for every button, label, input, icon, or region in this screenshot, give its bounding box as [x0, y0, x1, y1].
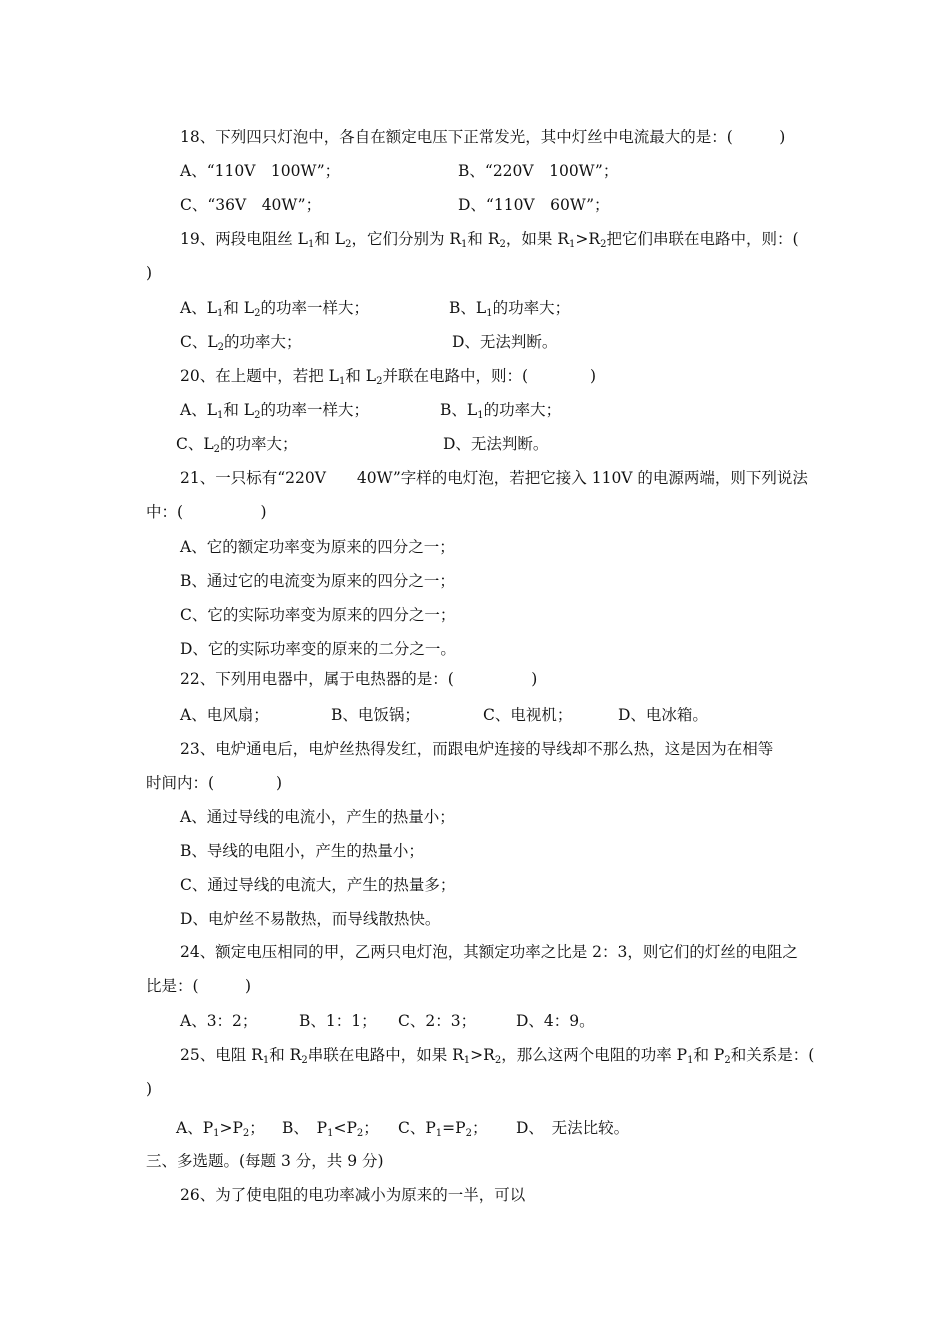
q21-option-b: B、通过它的电流变为原来的四分之一；: [180, 572, 455, 590]
q21-stem-continuation: 中：( ): [146, 503, 267, 521]
q25-option-a: A、$P_1>P_2$；: [176, 1119, 265, 1139]
q18-option-d: D、“110V 60W”；: [458, 196, 610, 214]
q25-option-d: D、 无法比较。: [516, 1119, 630, 1137]
q24-option-a: A、3：2；: [180, 1012, 258, 1030]
q23-option-a: A、通过导线的电流小，产生的热量小；: [180, 808, 455, 826]
q24-option-d: D、4：9。: [516, 1012, 595, 1030]
q20-option-b: B、$L_1$的功率大；: [440, 401, 562, 421]
q22-option-c: C、电视机；: [483, 706, 573, 724]
q22-stem: 22、下列用电器中，属于电热器的是：( ): [180, 670, 538, 688]
q26-stem: 26、为了使电阻的电功率减小为原来的一半，可以: [180, 1186, 526, 1204]
q23-stem: 23、电炉通电后，电炉丝热得发红，而跟电炉连接的导线却不那么热，这是因为在相等: [180, 740, 774, 758]
q24-option-c: C、2：3；: [398, 1012, 477, 1030]
q23-option-b: B、导线的电阻小，产生的热量小；: [180, 842, 424, 860]
q20-stem: 20、在上题中，若把 $L_1$和 $L_2$并联在电路中，则：( ): [180, 367, 597, 387]
q25-stem: 25、电阻 $R_1$和 $R_2$串联在电路中，如果 $R_1>R_2$，那么这两个电阻的功率 $P_1$和 $P_2$和关系是：(: [180, 1046, 815, 1066]
q19-stem-continuation: ): [146, 264, 153, 282]
q22-option-a: A、电风扇；: [180, 706, 269, 724]
section-heading-multiple-choice: 三、多选题。(每题 3 分，共 9 分): [146, 1152, 384, 1170]
q24-stem-continuation: 比是：( ): [146, 977, 252, 995]
q25-option-b: B、 $P_1<P_2$；: [282, 1119, 379, 1139]
q19-option-b: B、$L_1$的功率大；: [449, 299, 571, 319]
q23-option-c: C、通过导线的电流大，产生的热量多；: [180, 876, 456, 894]
q24-stem: 24、额定电压相同的甲，乙两只电灯泡，其额定功率之比是 2：3，则它们的灯丝的电阻之: [180, 943, 798, 961]
q18-option-c: C、“36V 40W”；: [180, 196, 322, 214]
q21-option-d: D、它的实际功率变的原来的二分之一。: [180, 640, 456, 658]
q22-option-d: D、电冰箱。: [618, 706, 708, 724]
q23-option-d: D、电炉丝不易散热，而导线散热快。: [180, 910, 441, 928]
q19-option-d: D、无法判断。: [452, 333, 558, 351]
q19-stem: 19、两段电阻丝 $L_1$和 $L_2$，它们分别为 $R_1$和 $R_2$，如果 $R_1>R_2$把它们串联在电路中，则：(: [180, 230, 799, 250]
q21-stem: 21、一只标有“220V 40W”字样的电灯泡，若把它接入 110V 的电源两端，则下列说法: [180, 469, 808, 487]
q25-option-c: C、$P_1=P_2$；: [398, 1119, 488, 1139]
q20-option-d: D、无法判断。: [443, 435, 549, 453]
q18-option-b: B、“220V 100W”；: [458, 162, 619, 180]
q20-option-c: C、$L_2$的功率大；: [176, 435, 298, 455]
q21-option-a: A、它的额定功率变为原来的四分之一；: [180, 538, 455, 556]
q19-option-c: C、$L_2$的功率大；: [180, 333, 302, 353]
q21-option-c: C、它的实际功率变为原来的四分之一；: [180, 606, 456, 624]
q18-stem: 18、下列四只灯泡中，各自在额定电压下正常发光，其中灯丝中电流最大的是：( ): [180, 128, 786, 146]
q20-option-a: A、$L_1$和 $L_2$的功率一样大；: [180, 401, 369, 421]
q18-option-a: A、“110V 100W”；: [180, 162, 341, 180]
q22-option-b: B、电饭锅；: [331, 706, 420, 724]
q23-stem-continuation: 时间内：( ): [146, 774, 283, 792]
q19-option-a: A、$L_1$和 $L_2$的功率一样大；: [180, 299, 369, 319]
q25-stem-continuation: ): [146, 1080, 153, 1098]
q24-option-b: B、1：1；: [299, 1012, 377, 1030]
